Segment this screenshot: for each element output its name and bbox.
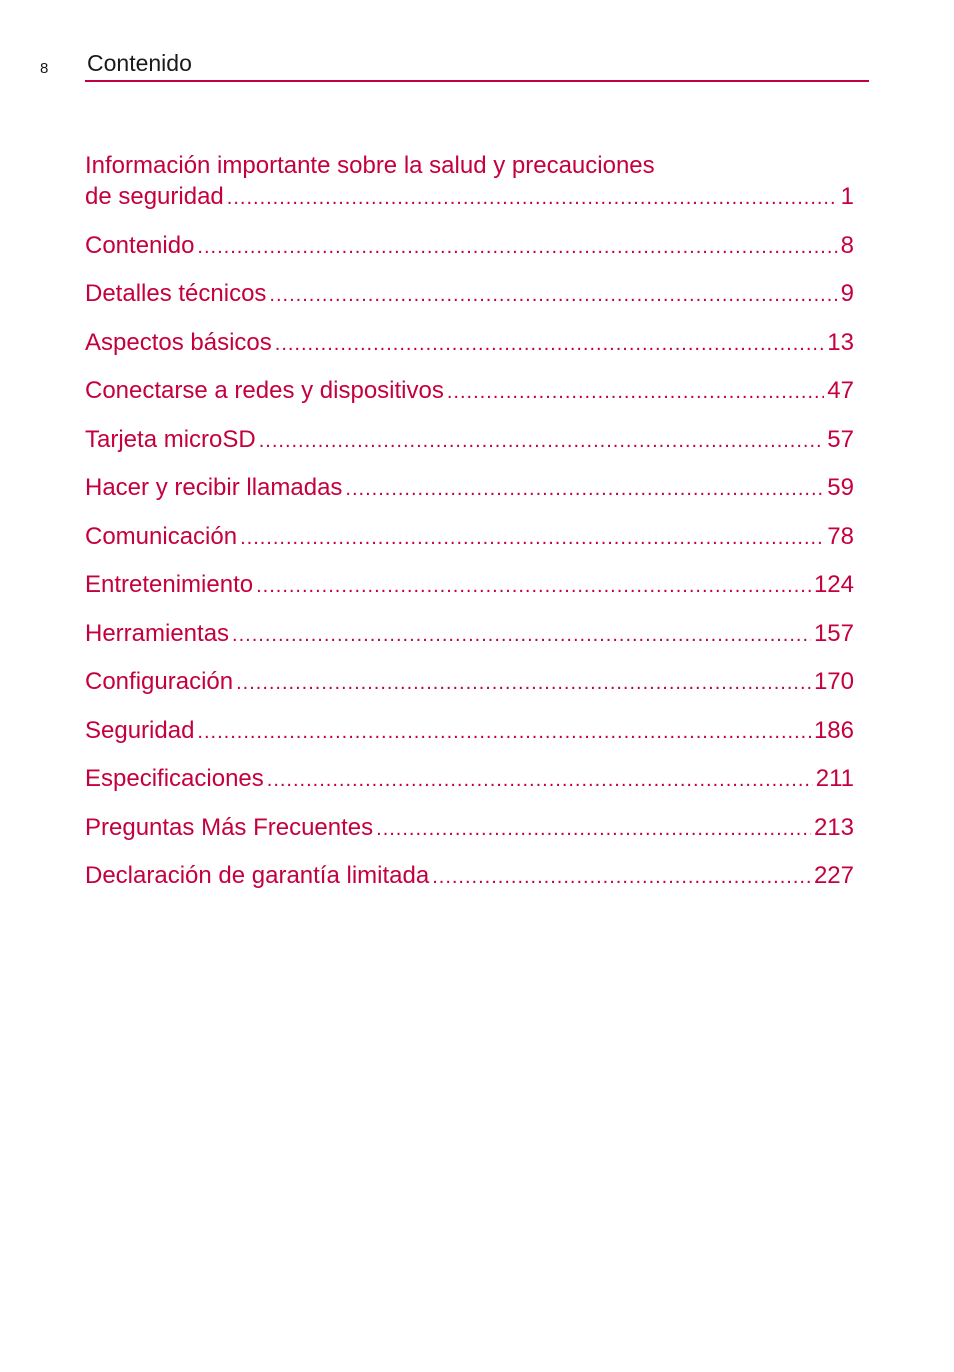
toc-item-page: 213 [813,813,854,841]
toc-item-especificaciones[interactable] [85,763,854,794]
toc-leader-dots [259,426,825,457]
toc-leader-dots [345,474,824,505]
toc-item-page: 186 [813,716,854,744]
toc-item-seguridad[interactable] [85,715,854,746]
toc-item-label: Declaración de garantía limitada [85,862,430,889]
toc-item-label: Hacer y recibir llamadas [85,474,343,501]
toc-item-page: 124 [813,571,854,598]
toc-item-label: Especificaciones [85,765,264,792]
toc-item-garantia[interactable] [85,860,854,891]
page-number: 8 [40,60,49,77]
toc-leader-dots [197,232,837,263]
toc-item-tarjeta-microsd[interactable] [85,424,854,455]
toc-item-page: 57 [827,425,854,453]
toc-item-comunicacion[interactable] [85,521,854,552]
table-of-contents [85,150,854,891]
toc-item-label: Configuración [85,668,234,695]
toc-item-preguntas[interactable] [85,812,854,843]
toc-item-page: 59 [827,474,854,501]
toc-item-page: 78 [827,522,854,550]
toc-item-entretenimiento[interactable] [85,569,854,600]
toc-item-label: Seguridad [85,716,195,744]
toc-leader-dots [267,765,813,796]
toc-item-page: 8 [840,231,854,259]
toc-item-label: de seguridad [85,183,224,210]
toc-leader-dots [256,571,811,602]
toc-item-label: Contenido [85,231,195,259]
toc-item-label: Detalles técnicos [85,280,267,307]
toc-item-configuracion[interactable] [85,666,854,697]
toc-item-conectarse[interactable] [85,375,854,406]
toc-item-llamadas[interactable] [85,472,854,503]
toc-leader-dots [432,862,811,893]
toc-item-page: 227 [813,862,854,889]
toc-item-aspectos-basicos[interactable] [85,327,854,358]
toc-item-label: Preguntas Más Frecuentes [85,813,374,841]
toc-leader-dots [197,717,811,748]
toc-item-page: 13 [827,328,854,356]
toc-leader-dots [227,183,838,214]
toc-item-herramientas[interactable] [85,618,854,649]
toc-item-page: 157 [813,619,854,647]
toc-item-label: Comunicación [85,522,238,550]
header-divider [85,80,869,82]
page-title: Contenido [87,50,192,76]
toc-item-detalles-tecnicos[interactable] [85,278,854,309]
toc-item-label: Herramientas [85,619,230,647]
toc-leader-dots [275,329,825,360]
toc-item-label: Tarjeta microSD [85,425,256,453]
toc-item-page: 211 [815,765,854,792]
toc-item-label: Conectarse a redes y dispositivos [85,377,444,404]
toc-item-label: Aspectos básicos [85,328,272,356]
toc-leader-dots [236,668,811,699]
toc-leader-dots [240,523,824,554]
toc-leader-dots [447,377,824,408]
toc-item-label-line1: Información importante sobre la salud y precauciones [85,152,655,179]
toc-item-page: 47 [827,377,854,404]
toc-leader-dots [376,814,811,845]
toc-item-salud-seguridad[interactable] [85,150,854,212]
toc-leader-dots [232,620,811,651]
toc-item-page: 9 [840,280,854,307]
toc-item-page: 1 [840,183,854,210]
toc-item-label: Entretenimiento [85,571,254,598]
toc-item-contenido[interactable] [85,230,854,261]
toc-leader-dots [269,280,837,311]
toc-item-page: 170 [813,668,854,695]
